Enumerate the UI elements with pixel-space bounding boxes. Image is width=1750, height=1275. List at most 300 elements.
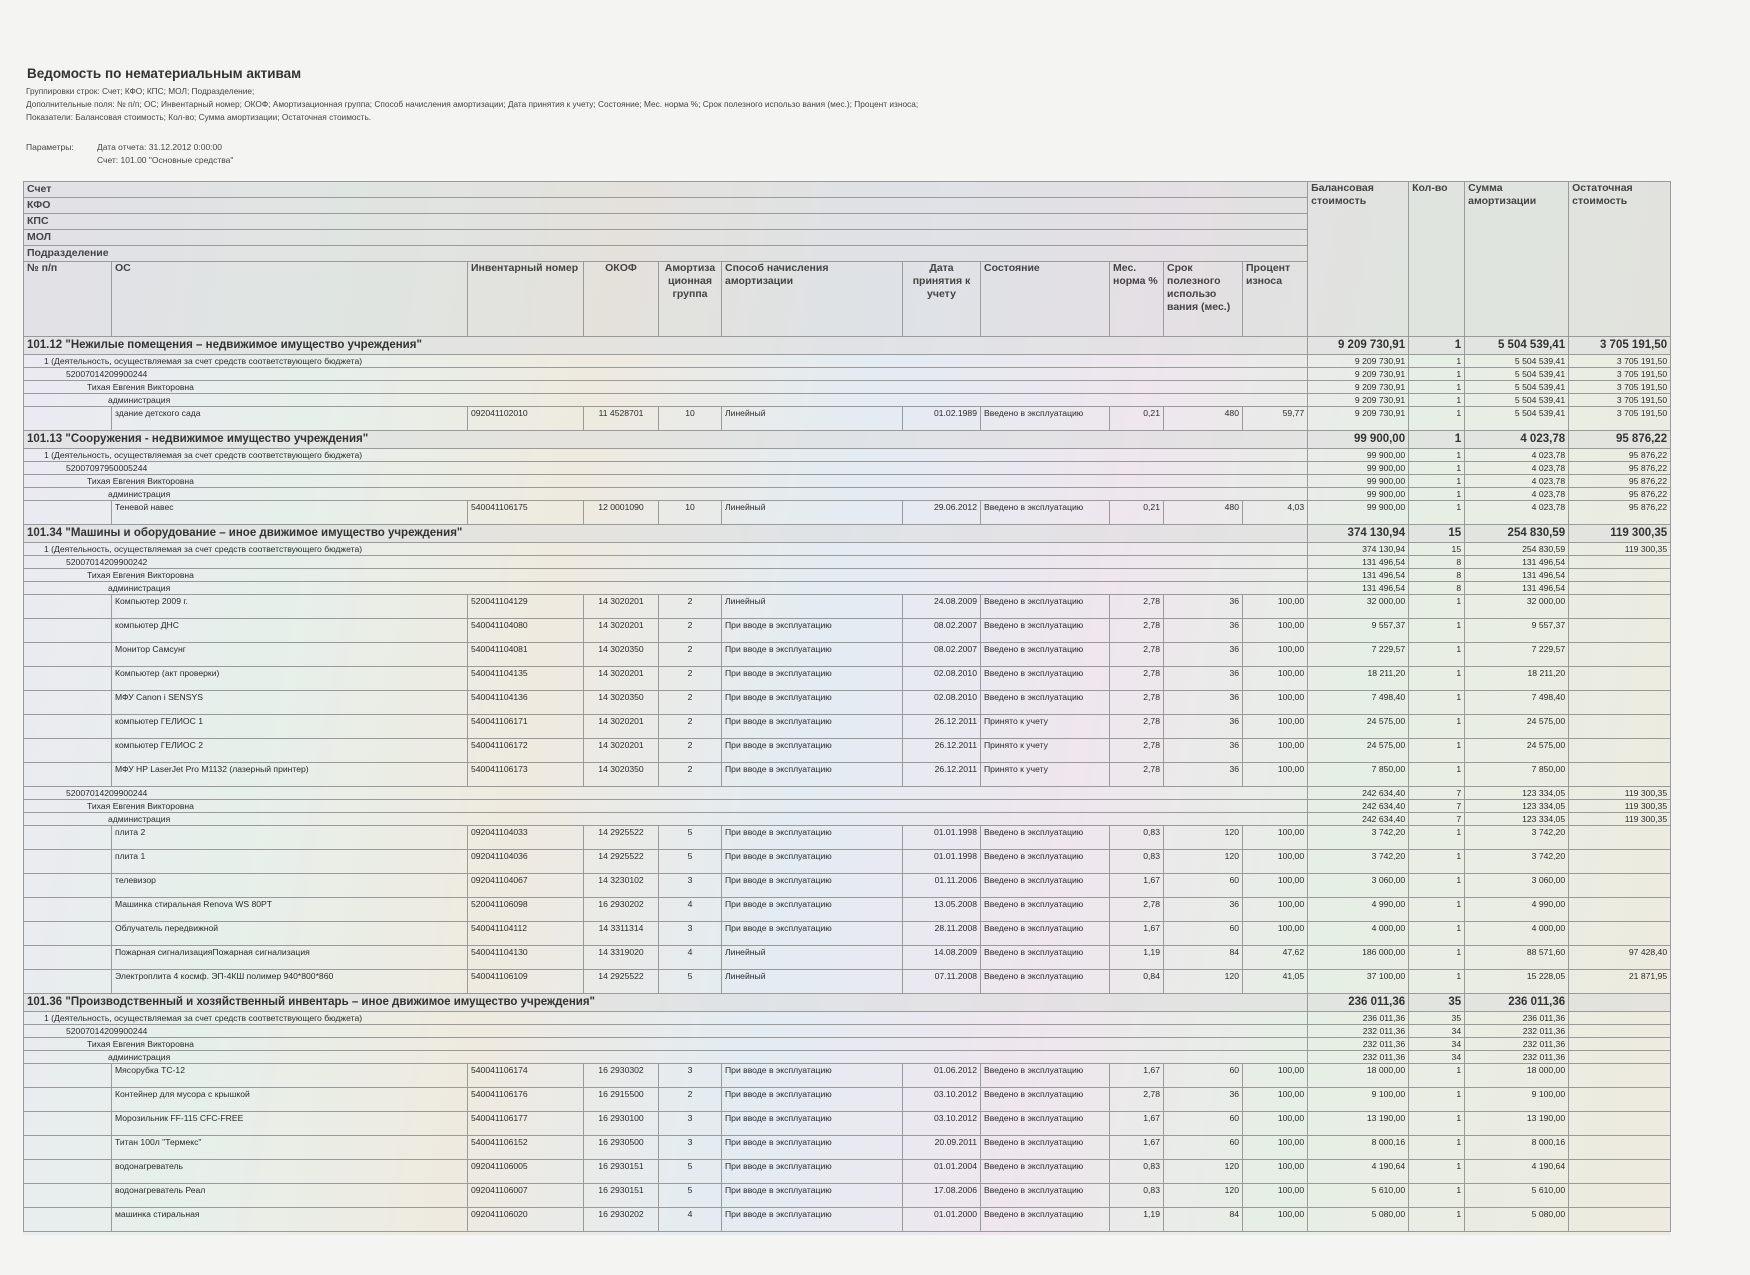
item-useful-life: 36 <box>1164 763 1243 787</box>
group-row <box>24 488 1671 501</box>
item-name: телевизор <box>112 874 468 898</box>
item-wear-percent: 100,00 <box>1243 1136 1308 1160</box>
quantity: 1 <box>1409 394 1465 407</box>
item-number <box>24 970 112 994</box>
item-depreciation-method: При вводе в эксплуатацию <box>722 1064 903 1088</box>
item-number <box>24 1064 112 1088</box>
item-useful-life: 480 <box>1164 501 1243 525</box>
item-monthly-rate: 0,83 <box>1110 850 1164 874</box>
residual-cost <box>1569 1136 1671 1160</box>
item-wear-percent: 47,62 <box>1243 946 1308 970</box>
depreciation-sum: 5 504 539,41 <box>1465 407 1569 431</box>
item-okof: 14 3020350 <box>584 643 659 667</box>
item-number <box>24 922 112 946</box>
group-row <box>24 1012 1671 1025</box>
item-number <box>24 643 112 667</box>
item-acceptance-date: 13.05.2008 <box>903 898 981 922</box>
asset-row <box>24 922 1671 946</box>
quantity: 1 <box>1409 337 1465 355</box>
item-number <box>24 407 112 431</box>
item-depreciation-method: При вводе в эксплуатацию <box>722 667 903 691</box>
item-number <box>24 826 112 850</box>
item-name: Облучатель передвижной <box>112 922 468 946</box>
asset-row <box>24 667 1671 691</box>
item-okof: 16 2930100 <box>584 1112 659 1136</box>
item-okof: 14 3020201 <box>584 619 659 643</box>
item-acceptance-date: 01.01.1998 <box>903 850 981 874</box>
asset-row <box>24 1136 1671 1160</box>
depreciation-sum: 232 011,36 <box>1465 1038 1569 1051</box>
group-row <box>24 582 1671 595</box>
item-okof: 14 3020201 <box>584 739 659 763</box>
asset-row <box>24 691 1671 715</box>
header-col-acceptance-date: Дата принятия к учету <box>903 262 981 337</box>
item-state: Введено в эксплуатацию <box>981 1064 1110 1088</box>
item-depreciation-group: 2 <box>659 619 722 643</box>
item-acceptance-date: 17.08.2006 <box>903 1184 981 1208</box>
item-state: Введено в эксплуатацию <box>981 667 1110 691</box>
asset-row <box>24 874 1671 898</box>
item-depreciation-method: Линейный <box>722 501 903 525</box>
depreciation-sum: 123 334,05 <box>1465 813 1569 826</box>
item-useful-life: 84 <box>1164 946 1243 970</box>
depreciation-sum: 4 023,78 <box>1465 501 1569 525</box>
item-inventory-number: 092041106007 <box>468 1184 584 1208</box>
item-name: компьютер ГЕЛИОС 2 <box>112 739 468 763</box>
group-row <box>24 787 1671 800</box>
item-depreciation-method: При вводе в эксплуатацию <box>722 826 903 850</box>
item-name: Теневой навес <box>112 501 468 525</box>
quantity: 8 <box>1409 582 1465 595</box>
item-okof: 14 3020201 <box>584 667 659 691</box>
quantity: 1 <box>1409 488 1465 501</box>
item-acceptance-date: 01.11.2006 <box>903 874 981 898</box>
item-inventory-number: 540041106174 <box>468 1064 584 1088</box>
depreciation-sum: 5 504 539,41 <box>1465 394 1569 407</box>
depreciation-sum: 7 229,57 <box>1465 643 1569 667</box>
quantity: 1 <box>1409 475 1465 488</box>
quantity: 1 <box>1409 407 1465 431</box>
asset-row <box>24 501 1671 525</box>
balance-cost: 99 900,00 <box>1308 501 1409 525</box>
item-depreciation-method: При вводе в эксплуатацию <box>722 691 903 715</box>
item-monthly-rate: 2,78 <box>1110 667 1164 691</box>
depreciation-sum: 4 190,64 <box>1465 1160 1569 1184</box>
item-useful-life: 60 <box>1164 874 1243 898</box>
item-state: Принято к учету <box>981 763 1110 787</box>
header-group-mol: МОЛ <box>24 230 1308 246</box>
item-depreciation-group: 5 <box>659 1184 722 1208</box>
depreciation-sum: 131 496,54 <box>1465 582 1569 595</box>
item-inventory-number: 540041106173 <box>468 763 584 787</box>
item-depreciation-group: 4 <box>659 1208 722 1232</box>
item-inventory-number: 540041106175 <box>468 501 584 525</box>
item-number <box>24 715 112 739</box>
residual-cost: 3 705 191,50 <box>1569 394 1671 407</box>
item-okof: 16 2915500 <box>584 1088 659 1112</box>
item-depreciation-group: 10 <box>659 501 722 525</box>
item-depreciation-group: 2 <box>659 643 722 667</box>
account-label: 101.12 "Нежилые помещения – недвижимое имущество учреждения" <box>24 337 1308 355</box>
item-wear-percent: 100,00 <box>1243 1088 1308 1112</box>
balance-cost: 4 000,00 <box>1308 922 1409 946</box>
balance-cost: 99 900,00 <box>1308 449 1409 462</box>
depreciation-sum: 24 575,00 <box>1465 739 1569 763</box>
balance-cost: 7 850,00 <box>1308 763 1409 787</box>
group-label: администрация <box>24 394 1308 407</box>
quantity: 1 <box>1409 381 1465 394</box>
depreciation-sum: 4 023,78 <box>1465 431 1569 449</box>
balance-cost: 24 575,00 <box>1308 715 1409 739</box>
item-monthly-rate: 0,21 <box>1110 501 1164 525</box>
report-title: Ведомость по нематериальным активам <box>27 66 302 81</box>
residual-cost: 95 876,22 <box>1569 488 1671 501</box>
item-depreciation-method: При вводе в эксплуатацию <box>722 739 903 763</box>
quantity: 8 <box>1409 569 1465 582</box>
balance-cost: 99 900,00 <box>1308 431 1409 449</box>
balance-cost: 232 011,36 <box>1308 1051 1409 1064</box>
balance-cost: 236 011,36 <box>1308 994 1409 1012</box>
balance-cost: 242 634,40 <box>1308 813 1409 826</box>
item-depreciation-group: 2 <box>659 691 722 715</box>
item-monthly-rate: 1,67 <box>1110 1064 1164 1088</box>
item-state: Введено в эксплуатацию <box>981 922 1110 946</box>
group-row <box>24 394 1671 407</box>
item-state: Введено в эксплуатацию <box>981 1112 1110 1136</box>
group-label: 52007014209900242 <box>24 556 1308 569</box>
asset-row <box>24 1184 1671 1208</box>
item-inventory-number: 540041106176 <box>468 1088 584 1112</box>
balance-cost: 5 080,00 <box>1308 1208 1409 1232</box>
residual-cost <box>1569 1025 1671 1038</box>
quantity: 1 <box>1409 739 1465 763</box>
item-okof: 14 3230102 <box>584 874 659 898</box>
account-label: 101.36 "Производственный и хозяйственный инвентарь – иное движимое имущество учреждения" <box>24 994 1308 1012</box>
balance-cost: 9 209 730,91 <box>1308 394 1409 407</box>
item-depreciation-group: 3 <box>659 1136 722 1160</box>
item-okof: 14 3020350 <box>584 763 659 787</box>
residual-cost <box>1569 850 1671 874</box>
item-depreciation-method: При вводе в эксплуатацию <box>722 715 903 739</box>
balance-cost: 99 900,00 <box>1308 475 1409 488</box>
item-depreciation-group: 5 <box>659 970 722 994</box>
depreciation-sum: 5 080,00 <box>1465 1208 1569 1232</box>
quantity: 1 <box>1409 449 1465 462</box>
item-useful-life: 36 <box>1164 619 1243 643</box>
report-date: Дата отчета: 31.12.2012 0:00:00 <box>97 142 223 152</box>
group-row <box>24 556 1671 569</box>
group-row <box>24 543 1671 556</box>
balance-cost: 232 011,36 <box>1308 1038 1409 1051</box>
item-wear-percent: 100,00 <box>1243 826 1308 850</box>
residual-cost: 119 300,35 <box>1569 813 1671 826</box>
report-table-area <box>23 181 1670 1235</box>
item-depreciation-method: При вводе в эксплуатацию <box>722 850 903 874</box>
group-label: Тихая Евгения Викторовна <box>24 475 1308 488</box>
residual-cost: 95 876,22 <box>1569 431 1671 449</box>
item-inventory-number: 540041104081 <box>468 643 584 667</box>
quantity: 35 <box>1409 1012 1465 1025</box>
quantity: 1 <box>1409 715 1465 739</box>
item-depreciation-group: 3 <box>659 922 722 946</box>
item-state: Введено в эксплуатацию <box>981 407 1110 431</box>
depreciation-sum: 7 850,00 <box>1465 763 1569 787</box>
item-state: Введено в эксплуатацию <box>981 946 1110 970</box>
depreciation-sum: 18 211,20 <box>1465 667 1569 691</box>
residual-cost <box>1569 1184 1671 1208</box>
item-depreciation-method: При вводе в эксплуатацию <box>722 1136 903 1160</box>
item-state: Введено в эксплуатацию <box>981 1208 1110 1232</box>
item-acceptance-date: 01.01.1998 <box>903 826 981 850</box>
item-monthly-rate: 1,19 <box>1110 1208 1164 1232</box>
residual-cost <box>1569 739 1671 763</box>
group-label: Тихая Евгения Викторовна <box>24 381 1308 394</box>
account-row <box>24 525 1671 543</box>
item-depreciation-method: При вводе в эксплуатацию <box>722 1208 903 1232</box>
item-acceptance-date: 02.08.2010 <box>903 691 981 715</box>
item-state: Введено в эксплуатацию <box>981 619 1110 643</box>
item-state: Введено в эксплуатацию <box>981 643 1110 667</box>
group-row <box>24 813 1671 826</box>
quantity: 1 <box>1409 691 1465 715</box>
residual-cost <box>1569 1160 1671 1184</box>
group-label: Тихая Евгения Викторовна <box>24 569 1308 582</box>
quantity: 1 <box>1409 922 1465 946</box>
item-okof: 12 0001090 <box>584 501 659 525</box>
header-col-depreciation-method: Способ начисления амортизации <box>722 262 903 337</box>
item-okof: 14 3319020 <box>584 946 659 970</box>
balance-cost: 374 130,94 <box>1308 543 1409 556</box>
item-number <box>24 874 112 898</box>
item-name: Монитор Самсунг <box>112 643 468 667</box>
depreciation-sum: 15 228,05 <box>1465 970 1569 994</box>
item-useful-life: 36 <box>1164 667 1243 691</box>
residual-cost <box>1569 691 1671 715</box>
balance-cost: 242 634,40 <box>1308 787 1409 800</box>
header-residual-cost: Остаточная стоимость <box>1569 182 1671 337</box>
asset-row <box>24 1088 1671 1112</box>
item-monthly-rate: 0,83 <box>1110 1184 1164 1208</box>
item-depreciation-method: При вводе в эксплуатацию <box>722 898 903 922</box>
item-depreciation-method: При вводе в эксплуатацию <box>722 1112 903 1136</box>
item-depreciation-group: 5 <box>659 850 722 874</box>
extra-fields-line: Дополнительные поля: № п/п; ОС; Инвентарный номер; ОКОФ; Амортизационная группа; Способ начисления амортизации; Дата принятия к учету; Состояние; Мес. норма %; Срок полезного использо вания (мес.); Процент износа; <box>26 99 919 109</box>
quantity: 1 <box>1409 1160 1465 1184</box>
depreciation-sum: 4 023,78 <box>1465 488 1569 501</box>
depreciation-sum: 3 742,20 <box>1465 850 1569 874</box>
quantity: 34 <box>1409 1025 1465 1038</box>
item-monthly-rate: 2,78 <box>1110 715 1164 739</box>
group-label: Тихая Евгения Викторовна <box>24 800 1308 813</box>
asset-row <box>24 739 1671 763</box>
group-row <box>24 475 1671 488</box>
item-name: Компьютер (акт проверки) <box>112 667 468 691</box>
balance-cost: 374 130,94 <box>1308 525 1409 543</box>
residual-cost <box>1569 826 1671 850</box>
item-okof: 14 2925522 <box>584 826 659 850</box>
group-label: 52007014209900244 <box>24 787 1308 800</box>
quantity: 1 <box>1409 850 1465 874</box>
item-state: Введено в эксплуатацию <box>981 1088 1110 1112</box>
asset-row <box>24 1208 1671 1232</box>
item-useful-life: 36 <box>1164 739 1243 763</box>
group-label: 52007014209900244 <box>24 1025 1308 1038</box>
balance-cost: 236 011,36 <box>1308 1012 1409 1025</box>
residual-cost <box>1569 569 1671 582</box>
balance-cost: 3 742,20 <box>1308 850 1409 874</box>
item-state: Введено в эксплуатацию <box>981 595 1110 619</box>
depreciation-sum: 232 011,36 <box>1465 1051 1569 1064</box>
item-acceptance-date: 01.06.2012 <box>903 1064 981 1088</box>
residual-cost <box>1569 582 1671 595</box>
item-name: Компьютер 2009 г. <box>112 595 468 619</box>
balance-cost: 9 209 730,91 <box>1308 337 1409 355</box>
depreciation-sum: 123 334,05 <box>1465 800 1569 813</box>
depreciation-sum: 3 742,20 <box>1465 826 1569 850</box>
depreciation-sum: 131 496,54 <box>1465 569 1569 582</box>
item-depreciation-group: 3 <box>659 1064 722 1088</box>
item-useful-life: 120 <box>1164 970 1243 994</box>
quantity: 1 <box>1409 355 1465 368</box>
header-col-number: № п/п <box>24 262 112 337</box>
item-state: Введено в эксплуатацию <box>981 501 1110 525</box>
item-name: Мясорубка ТС-12 <box>112 1064 468 1088</box>
item-acceptance-date: 26.12.2011 <box>903 715 981 739</box>
balance-cost: 37 100,00 <box>1308 970 1409 994</box>
item-depreciation-method: При вводе в эксплуатацию <box>722 643 903 667</box>
residual-cost <box>1569 556 1671 569</box>
group-row <box>24 800 1671 813</box>
item-depreciation-group: 2 <box>659 739 722 763</box>
account-row <box>24 431 1671 449</box>
asset-row <box>24 970 1671 994</box>
item-okof: 14 3020350 <box>584 691 659 715</box>
depreciation-sum: 24 575,00 <box>1465 715 1569 739</box>
depreciation-sum: 13 190,00 <box>1465 1112 1569 1136</box>
item-okof: 16 2930151 <box>584 1184 659 1208</box>
item-wear-percent: 100,00 <box>1243 595 1308 619</box>
item-depreciation-method: Линейный <box>722 595 903 619</box>
balance-cost: 5 610,00 <box>1308 1184 1409 1208</box>
residual-cost: 21 871,95 <box>1569 970 1671 994</box>
item-useful-life: 60 <box>1164 1136 1243 1160</box>
item-wear-percent: 100,00 <box>1243 1112 1308 1136</box>
item-wear-percent: 100,00 <box>1243 898 1308 922</box>
item-monthly-rate: 2,78 <box>1110 691 1164 715</box>
quantity: 1 <box>1409 595 1465 619</box>
account-label: 101.13 "Сооружения - недвижимое имущество учреждения" <box>24 431 1308 449</box>
item-depreciation-group: 3 <box>659 1112 722 1136</box>
item-depreciation-group: 2 <box>659 763 722 787</box>
item-acceptance-date: 03.10.2012 <box>903 1088 981 1112</box>
group-row <box>24 1038 1671 1051</box>
item-wear-percent: 100,00 <box>1243 1208 1308 1232</box>
item-inventory-number: 092041106020 <box>468 1208 584 1232</box>
item-wear-percent: 100,00 <box>1243 715 1308 739</box>
item-state: Введено в эксплуатацию <box>981 850 1110 874</box>
item-useful-life: 36 <box>1164 898 1243 922</box>
quantity: 1 <box>1409 970 1465 994</box>
residual-cost <box>1569 1012 1671 1025</box>
item-inventory-number: 092041104036 <box>468 850 584 874</box>
header-group-division: Подразделение <box>24 246 1308 262</box>
item-monthly-rate: 1,67 <box>1110 1112 1164 1136</box>
depreciation-sum: 5 504 539,41 <box>1465 368 1569 381</box>
residual-cost: 119 300,35 <box>1569 543 1671 556</box>
item-monthly-rate: 1,67 <box>1110 922 1164 946</box>
quantity: 15 <box>1409 543 1465 556</box>
depreciation-sum: 4 023,78 <box>1465 462 1569 475</box>
quantity: 1 <box>1409 874 1465 898</box>
item-depreciation-group: 2 <box>659 1088 722 1112</box>
depreciation-sum: 131 496,54 <box>1465 556 1569 569</box>
balance-cost: 186 000,00 <box>1308 946 1409 970</box>
item-wear-percent: 100,00 <box>1243 619 1308 643</box>
balance-cost: 3 060,00 <box>1308 874 1409 898</box>
group-row <box>24 355 1671 368</box>
asset-row <box>24 1112 1671 1136</box>
residual-cost <box>1569 922 1671 946</box>
quantity: 1 <box>1409 368 1465 381</box>
asset-row <box>24 595 1671 619</box>
item-acceptance-date: 14.08.2009 <box>903 946 981 970</box>
item-state: Введено в эксплуатацию <box>981 970 1110 994</box>
residual-cost <box>1569 1038 1671 1051</box>
quantity: 1 <box>1409 462 1465 475</box>
residual-cost <box>1569 619 1671 643</box>
item-state: Введено в эксплуатацию <box>981 874 1110 898</box>
balance-cost: 24 575,00 <box>1308 739 1409 763</box>
item-acceptance-date: 01.01.2004 <box>903 1160 981 1184</box>
report-table-body <box>24 182 1671 1232</box>
balance-cost: 131 496,54 <box>1308 582 1409 595</box>
header-col-state: Состояние <box>981 262 1110 337</box>
item-acceptance-date: 03.10.2012 <box>903 1112 981 1136</box>
item-wear-percent: 100,00 <box>1243 739 1308 763</box>
item-depreciation-group: 2 <box>659 715 722 739</box>
item-inventory-number: 520041104129 <box>468 595 584 619</box>
depreciation-sum: 236 011,36 <box>1465 994 1569 1012</box>
item-acceptance-date: 01.01.2000 <box>903 1208 981 1232</box>
item-name: Морозильник FF-115 CFC-FREE <box>112 1112 468 1136</box>
depreciation-sum: 123 334,05 <box>1465 787 1569 800</box>
item-acceptance-date: 26.12.2011 <box>903 739 981 763</box>
item-acceptance-date: 08.02.2007 <box>903 643 981 667</box>
quantity: 1 <box>1409 667 1465 691</box>
group-label: 1 (Деятельность, осуществляемая за счет средств соответствующего бюджета) <box>24 355 1308 368</box>
depreciation-sum: 88 571,60 <box>1465 946 1569 970</box>
depreciation-sum: 232 011,36 <box>1465 1025 1569 1038</box>
balance-cost: 99 900,00 <box>1308 488 1409 501</box>
group-row <box>24 381 1671 394</box>
asset-row <box>24 826 1671 850</box>
item-useful-life: 36 <box>1164 643 1243 667</box>
quantity: 35 <box>1409 994 1465 1012</box>
item-wear-percent: 59,77 <box>1243 407 1308 431</box>
item-acceptance-date: 08.02.2007 <box>903 619 981 643</box>
balance-cost: 9 209 730,91 <box>1308 381 1409 394</box>
item-okof: 16 2930500 <box>584 1136 659 1160</box>
depreciation-sum: 4 000,00 <box>1465 922 1569 946</box>
quantity: 1 <box>1409 826 1465 850</box>
item-number <box>24 850 112 874</box>
item-monthly-rate: 0,83 <box>1110 1160 1164 1184</box>
depreciation-sum: 5 610,00 <box>1465 1184 1569 1208</box>
asset-row <box>24 1160 1671 1184</box>
quantity: 8 <box>1409 556 1465 569</box>
item-inventory-number: 092041106005 <box>468 1160 584 1184</box>
item-inventory-number: 540041104112 <box>468 922 584 946</box>
